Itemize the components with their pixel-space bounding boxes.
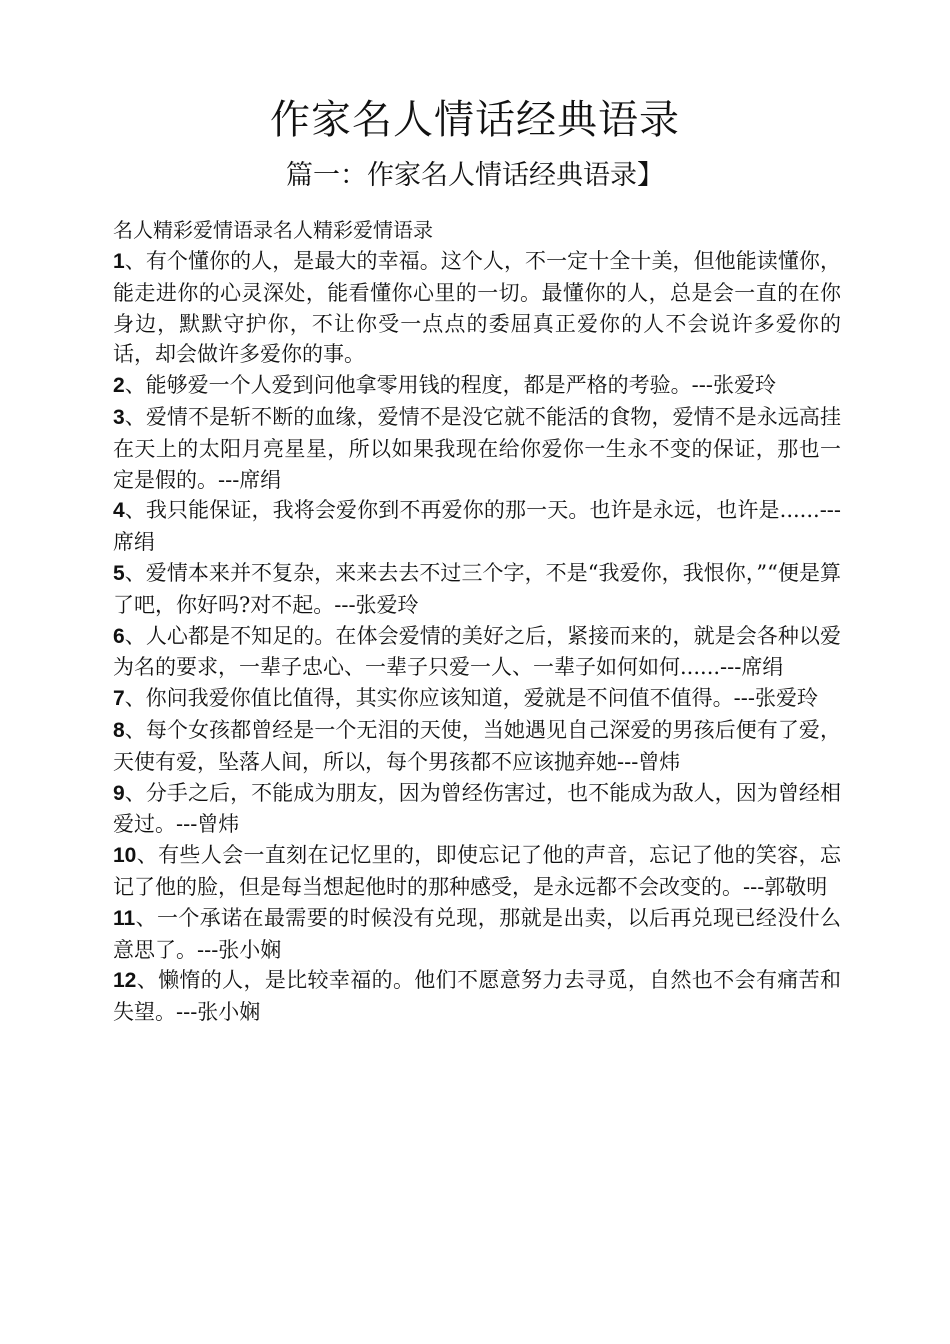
- quote-number: 7: [113, 687, 125, 711]
- quote-number: 8: [113, 718, 125, 742]
- quote-text: 、一个承诺在最需要的时候没有兑现，那就是出卖，以后再兑现已经没什么意思了。---张小娴: [113, 905, 841, 962]
- quote-number: 3: [113, 405, 125, 429]
- quote-text: 、人心都是不知足的。在体会爱情的美好之后，紧接而来的，就是会各种以爱为名的要求，一辈子忠心、一辈子只爱一人、一辈子如何如何......---席绢: [113, 623, 841, 680]
- quote-item: [113, 715, 841, 778]
- quote-text: 、能够爱一个人爱到问他拿零用钱的程度，都是严格的考验。---张爱玲: [124, 373, 776, 398]
- quote-number: 10: [113, 844, 137, 868]
- quote-text: 、分手之后，不能成为朋友，因为曾经伤害过，也不能成为敌人，因为曾经相爱过。---曾炜: [113, 780, 841, 837]
- quote-item: [113, 683, 841, 715]
- quote-text: 、有个懂你的人，是最大的幸福。这个人，不一定十全十美，但他能读懂你，能走进你的心灵深处，能看懂你心里的一切。最懂你的人，总是会一直的在你身边，默默守护你，不让你受一点点的委屈真正爱你的人不会说许多爱你的话，却会做许多爱你的事。: [113, 249, 841, 367]
- intro-line: 名人精彩爱情语录名人精彩爱情语录: [113, 218, 433, 242]
- document-subtitle: 篇一：作家名人情话经典语录】: [286, 160, 664, 191]
- quote-text: 、爱情不是斩不断的血缘，爱情不是没它就不能活的食物，爱情不是永远高挂在天上的太阳月亮星星，所以如果我现在给你爱你一生永不变的保证，那也一定是假的。---席绢: [113, 404, 841, 492]
- quote-text: 、有些人会一直刻在记忆里的，即使忘记了他的声音，忘记了他的笑容，忘记了他的脸，但是每当想起他时的那种感受，是永远都不会改变的。---郭敬明: [113, 843, 841, 899]
- quote-item: [113, 370, 841, 402]
- quote-number: 2: [113, 374, 125, 398]
- quote-number: 9: [113, 781, 125, 805]
- quote-text: 、我只能保证，我将会爱你到不再爱你的那一天。也许是永远，也许是......---席绢: [113, 498, 841, 555]
- document-body: [113, 215, 841, 1028]
- quote-item: [113, 965, 841, 1028]
- document-title: 作家名人情话经典语录: [270, 97, 680, 143]
- quote-item: [113, 402, 841, 495]
- quote-text: 、每个女孩都曾经是一个无泪的天使，当她遇见自己深爱的男孩后便有了爱，天使有爱，坠落人间，所以，每个男孩都不应该抛弃她---曾炜: [113, 717, 841, 774]
- quote-number: 12: [113, 969, 137, 993]
- quote-number: 6: [113, 624, 125, 648]
- quote-text: 、你问我爱你值比值得，其实你应该知道，爱就是不问值不值得。---张爱玲: [124, 686, 818, 711]
- quote-number: 1: [113, 250, 125, 273]
- quote-item: [113, 840, 841, 903]
- quote-text: 、懒惰的人，是比较幸福的。他们不愿意努力去寻觅，自然也不会有痛苦和失望。---张小娴: [113, 968, 841, 1025]
- quote-number: 11: [113, 906, 136, 930]
- quote-number: 4: [113, 499, 125, 523]
- quote-item: [113, 558, 841, 621]
- quote-item: [113, 246, 841, 370]
- quote-number: 5: [113, 561, 125, 585]
- quote-item: [113, 621, 841, 684]
- quote-item: [113, 778, 841, 841]
- quote-text: 、爱情本来并不复杂，来来去去不过三个字，不是“我爱你，我恨你，”“便是算了吧，你好吗?对不起。---张爱玲: [113, 560, 841, 617]
- quote-item: [113, 903, 841, 966]
- quote-item: [113, 495, 841, 558]
